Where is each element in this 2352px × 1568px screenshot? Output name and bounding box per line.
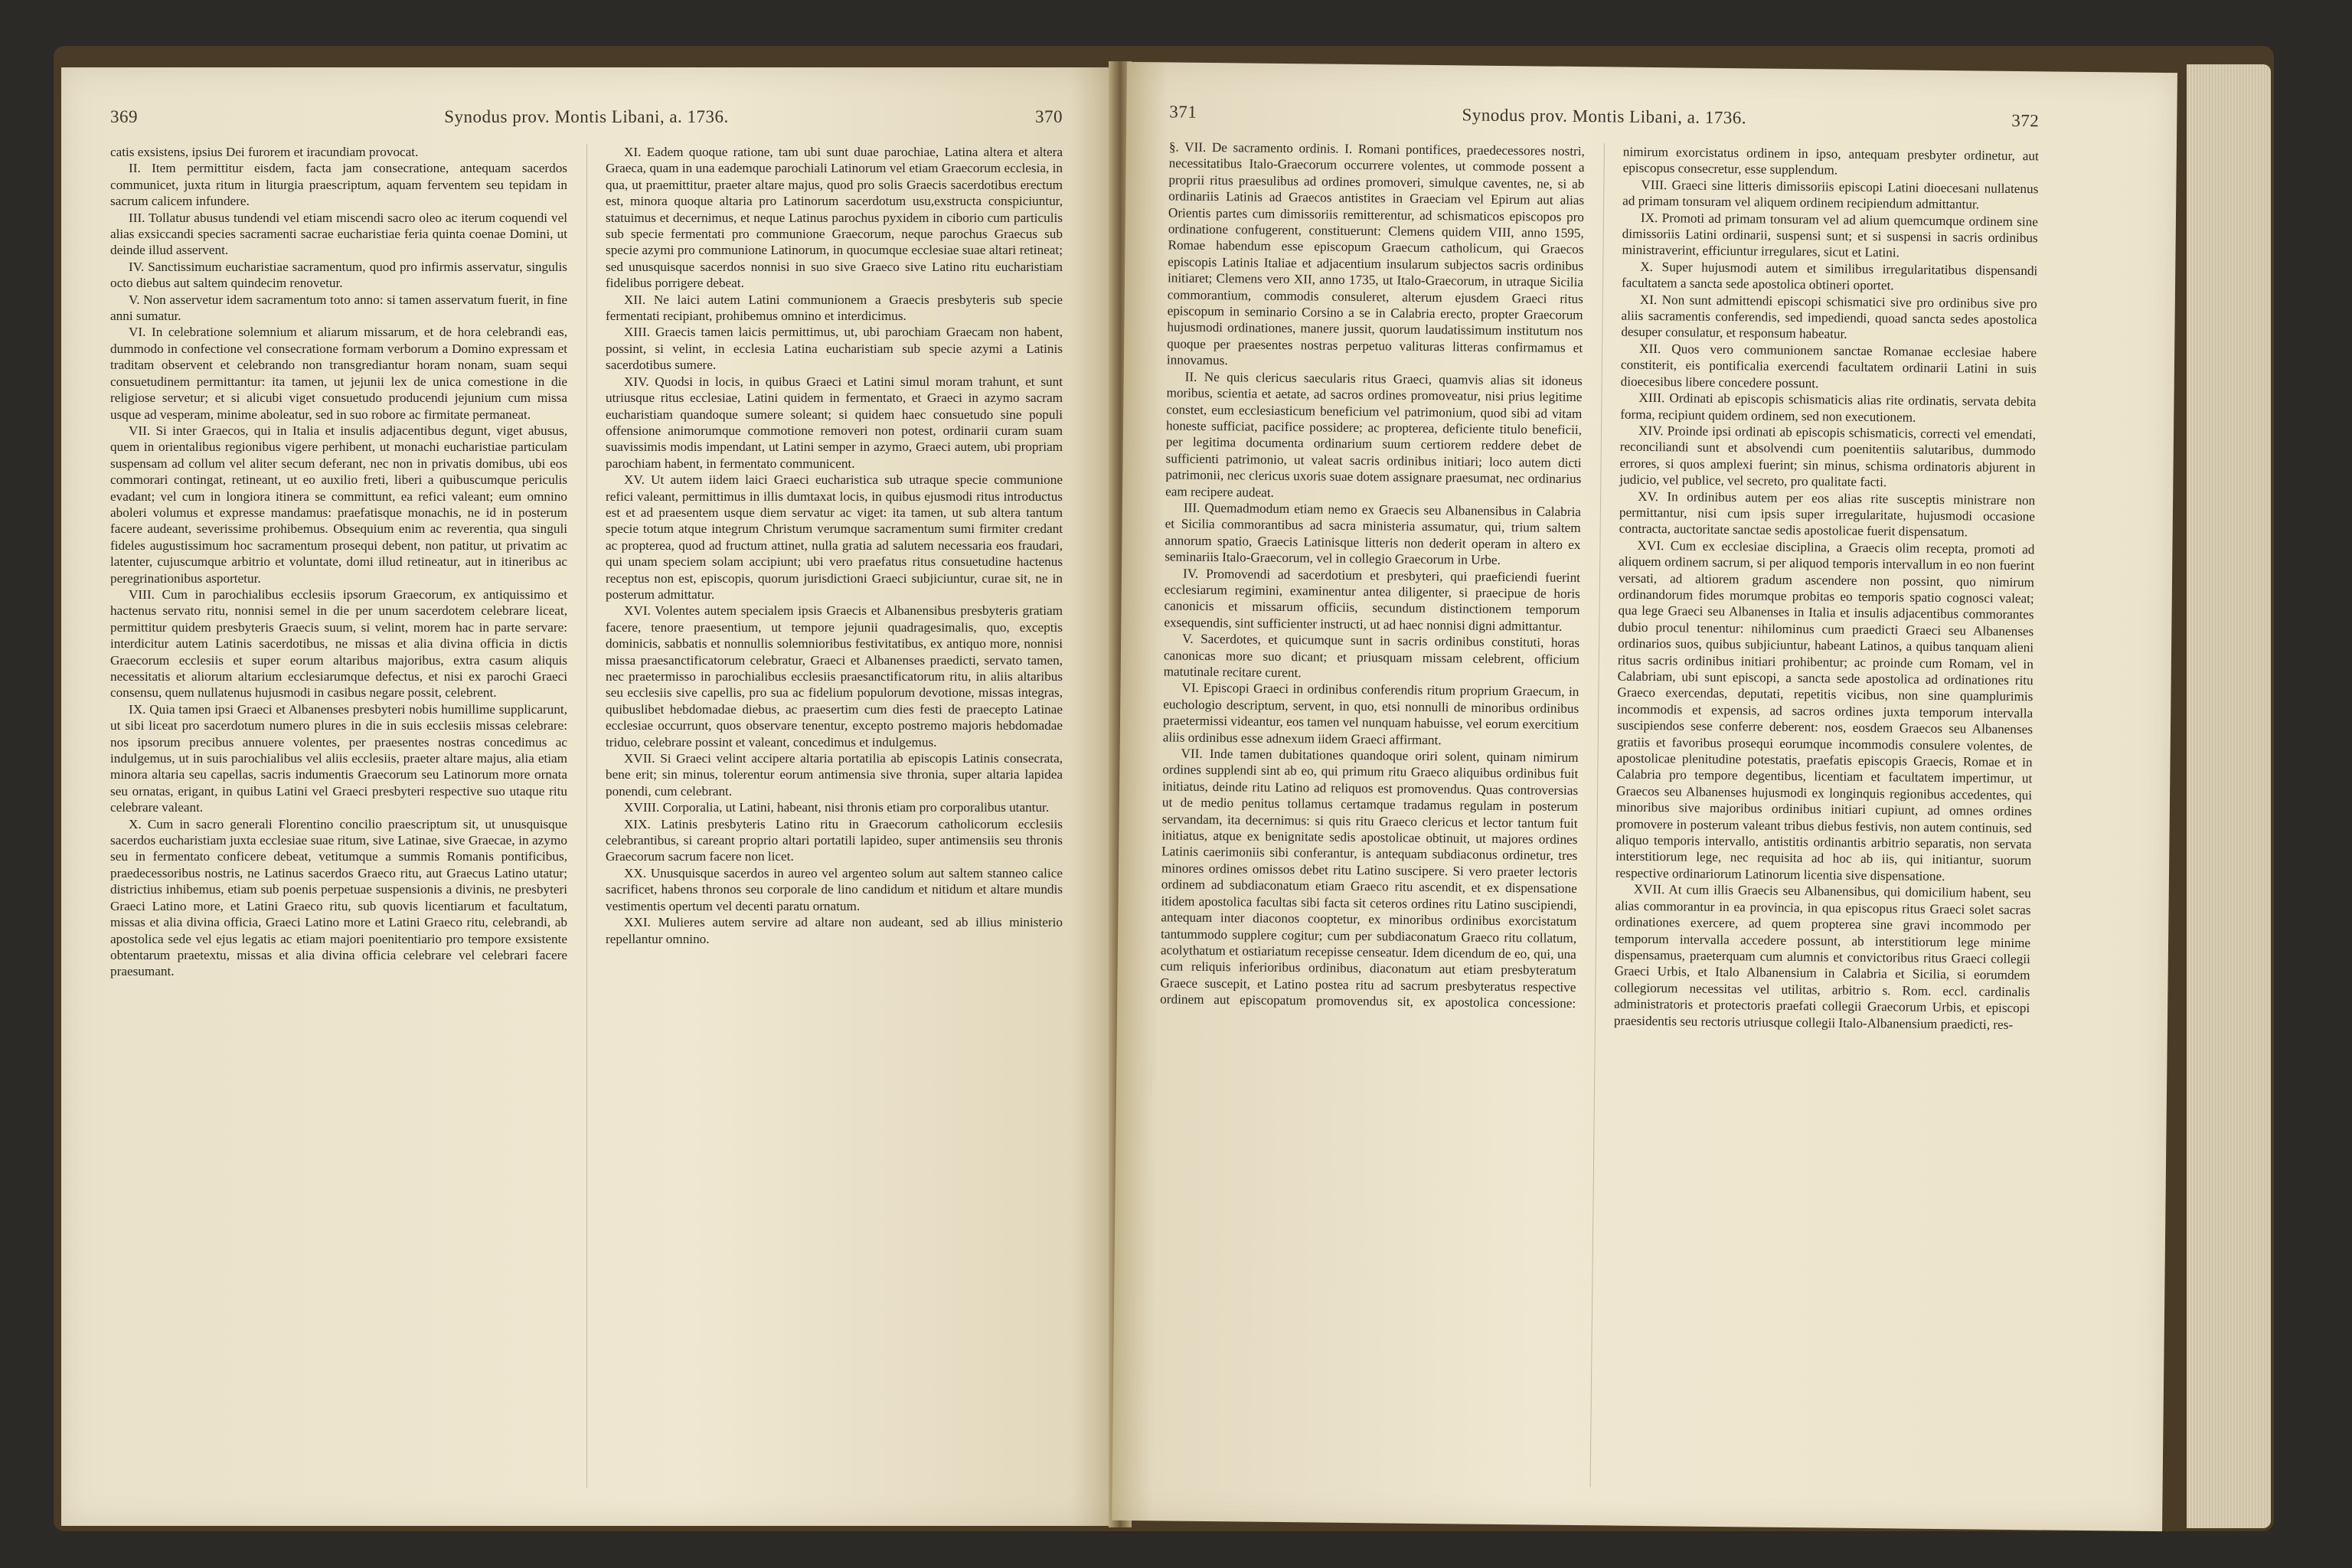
paragraph: XV. In ordinibus autem per eos alias rite susceptis ministrare non permittantur, nisi cum ipsis super irregularitate, hujusmodi occasione contracta, auctoritate sanctae sedis apostolicae fuerit dispensatum. <box>1619 488 2036 540</box>
paragraph: VII. Si inter Graecos, qui in Italia et insulis adjacentibus degunt, viget abusus, quem in orientalibus regionibus vigere perhibent, ut monachi eucharistiae particulam suspensam ad collum vel aliter secum deferant, nec non in privatis domibus, ubi eos commorari contingat, retineant, ut eo auxilio freti, liberi a quibuscumque periculis evadant; vel cum in longiora itinera se committunt, ea refici valeant; eum omnino aboleri volumus et expresse mandamus: praefatisque monachis, ne id in posterum facere audeant, severissime prohibemus. Obsequium enim ac reverentia, qua singuli fideles augustissimum hoc sacramentum prosequi debent, non patitur, ut privatim ac latenter, cujuscumque arbitrio et voluntate, domi illud retineatur, aut in itineribus ac peregrinationibus asportetur. <box>110 423 567 586</box>
running-title: Synodus prov. Montis Libani, a. 1736. <box>1462 105 1747 128</box>
paragraph: VII. Inde tamen dubitationes quandoque oriri solent, quinam nimirum ordines supplendi sint ab eo, qui primum ritu Graeco aliquibus ordinibus fuit initiatus, deinde ritu Latino ad reliquos est promovendus. Quas controversias ut de medio penitus tollamus certamque tradamus regulam in posterum servandam, ita decernimus: si quis ritu Graeco clericus et lector tantum fuit initiatus, atque ex benignitate sedis apostolicae obtinuit, ut majores ordines Latinis caerimoniis sibi conferantur, is antequam subdiaconus ordinetur, tres minores ordines omissos debet ritu Latino suscipere. Si vero praeter lectoris ordinem ad subdiaconatum etiam Graeco ritu ascendit, et ex dispensatione itidem apostolica facultas sibi facta sit ceteros ordines ritu Latino suscipiendi, antequam inter diaconos cooptetur, ex minoribus ordinibus exorcistatum tantummodo supplere cogitur; cum per subdiaconatum Graeco ritu collatum, acolythatum et ostiariatum recepisse censeatur. Idem dicendum de eo, qui, una cum reliquis inferioribus ordinibus, diaconatum aut etiam presbyteratum Graece suscepit, et Latino postea ritu ad sacrum presbyteratus respective ordinem aut episcopatum promovendus sit, ex apostolica concessione: nimirum exorcistatus ordinem in ipso, antequam presbyter ordinetur, aut episcopus consecretur, esse supplendum. <box>1160 144 2039 1011</box>
paragraph: XII. Ne laici autem Latini communionem a Graecis presbyteris sub specie fermentati recipiant, prohibemus omnino et interdicimus. <box>606 292 1063 324</box>
right-page <box>1112 62 2177 1531</box>
text-columns <box>1155 139 2039 1491</box>
open-book <box>54 46 2274 1531</box>
paragraph: IV. Promovendi ad sacerdotium et presbyteri, qui praeficiendi fuerint ecclesiarum regimini, examinentur antea diligenter, si praecipue de horis canonicis et missarum officiis, secundum distinctionem temporum exsequendis, sint sufficienter instructi, ut ad haec nonnisi digni admittantur. <box>1164 566 1581 634</box>
paragraph: X. Cum in sacro generali Florentino concilio praescriptum sit, ut unusquisque sacerdos eucharistiam juxta ecclesiae suae ritum, sive Latinae, sive Graecae, in azymo seu in fermentato conficere debeat, vetitumque a summis Romanis pontificibus, praedecessoribus nostris, ne Latinus sacerdos Graeco ritu, aut Graecus Latino utatur; districtius inhibemus, etiam sub poenis perpetuae suspensionis a divinis, ne presbyteri Graeci Latino more, et Latini Graeco ritu, sub quovis licentiarum et facultatum, missas et alia divina officia, Graeci Latino more et Latini Graeco ritu, celebrandi, ab apostolica sede vel ejus legatis ac etiam majori poenitentiario pro tempore exsistente obtentarum praetextu, missas et alia divina officia celebrare vel celebrari facere praesumant. <box>110 816 567 979</box>
paragraph: XIII. Ordinati ab episcopis schismaticis alias rite ordinatis, servata debita forma, recipiunt quidem ordinem, sed non executionem. <box>1620 390 2037 425</box>
paragraph: XV. Ut autem iidem laici Graeci eucharistica sub utraque specie communione refici valeant, permittimus in illis dumtaxat locis, in quibus ejusmodi ritus introductus est et ad praesentem usque diem servatur ac viget: ita tamen, ut sub altera tantum specie totum atque integrum Christum verumque sacramentum sumi firmiter credant ac propterea, quod ad fructum attinet, nulla gratia ad salutem necessaria eos fraudari, qui unam speciem solam accipiunt; ubi vero praefatus ritus consuetudine hactenus receptus non est, episcopis, quorum jurisdictioni Graeci subjiciuntur, curae sit, ne in posterum admittatur. <box>606 472 1063 602</box>
page-number: 372 <box>2011 110 2040 131</box>
running-title: Synodus prov. Montis Libani, a. 1736. <box>444 107 729 126</box>
paragraph: VIII. Graeci sine litteris dimissoriis episcopi Latini dioecesani nullatenus ad primam tonsuram vel aliquem ordinem recipiendum admittantur. <box>1622 177 2039 212</box>
paragraph: II. Item permittitur eisdem, facta jam consecratione, antequam sacerdos communicet, juxta ritum in liturgia praescriptum, aquam ferventem seu tepidam in sacrum calicem infundere. <box>110 161 567 209</box>
paragraph: XIX. Latinis presbyteris Latino ritu in Graecorum catholicorum ecclesiis celebrantibus, si careant proprio altari portatili lapideo, super antimensiis seu thronis Graecorum sacrum facere non licet. <box>606 816 1063 864</box>
paragraph: XII. Quos vero communionem sanctae Romanae ecclesiae habere constiterit, eis pontificalia exercendi facultatem ordinarii Latini in suis dioecesibus libere concedere possunt. <box>1620 341 2037 390</box>
paragraph: XIII. Graecis tamen laicis permittimus, ut, ubi parochiam Graecam non habent, possint, si velint, in ecclesia Latina eucharistiam sub specie azymi a Latinis sacerdotibus sumere. <box>606 325 1063 373</box>
paragraph: XI. Eadem quoque ratione, tam ubi sunt duae parochiae, Latina altera et altera Graeca, quam in una eademque parochiali Latinorum vel etiam Graecorum ecclesia, in qua, ut praemittitur, praeter altare majus, quod pro solis Graecis sacerdotibus erectum est, minora quoque altaria pro Latinorum sacerdotum usu,exstructa conspiciuntur, statuimus et decernimus, et neque Latinus parochus pyxidem in ciborio cum particulis sub specie fermentati pro communione Graecorum, neque parochus Graecus sub specie azymi pro communione Latinorum, in quocumque ecclesiae suae altari retineat; sed unusquisque sacerdos nonnisi in suo sive Graeco sive Latino ritu eucharistiam fidelibus porrigere debeat. <box>606 145 1063 291</box>
paragraph: XVI. Cum ex ecclesiae disciplina, a Graecis olim recepta, promoti ad aliquem ordinem sacrum, si per aliquod temporis intervallum in eo non fuerint versati, ad altiorem gradum ascendere non possint, quo nimirum ordinandorum fides morumque probitas eo temporis spatio cognosci valeat; qua lege Graeci seu Albanenses in Italia et insulis adjacentibus commorantes dubio procul tenentur: nihilominus cum praedicti Graeci seu Albanenses ordinarios suos, quibus subjiciuntur, habeant Latinos, a quibus tanquam alieni ritus sacris ordinibus initiari prohibentur; ac proinde cum Romam, vel in Calabriam, ubi sunt episcopi, a sancta sede apostolica ad ordinationes ritu Graeco exercendas, deputati, repetitis vicibus, non sine quamplurimis incommodis et expensis, ad sacros ordines juxta temporum intervalla suscipiendos sese conferre deberent: nos, eosdem Graecos seu Albanenses gratiis et favoribus prosequi eorumque incommodis consulere volentes, de apostolicae plenitudine potestatis, praefatis episcopis Graecis, Romae et in Calabria pro tempore degentibus, licentiam et facultatem impertimur, ut Graecos seu Albanenses hujusmodi ex longinquis regionibus accedentes, qui minoribus sive majoribus ordinibus initiari cupiunt, ad omnes ordines promovere in posterum valeant tribus diebus festivis, non autem continuis, sed aliquo temporis intervallo, antistitis ordinantis arbitrio separatis, non servata interstitiorum lege, nec requisita ad hoc ab iis, qui initiantur, suorum respective ordinariorum Latinorum licentia sive dispensatione. <box>1615 537 2035 884</box>
paragraph: §. VII. De sacramento ordinis. I. Romani pontifices, praedecessores nostri, necessitatibus Italo-Graecorum occurrere volentes, ut commode possent a proprii ritus praesulibus ad ordines promoveri, simulque caventes, ne, si ab ordinariis Latinis ad Graecos antistites in Graeciam vel Epirum aut alias Orientis partes cum dimissoriis remitterentur, ad schismaticos episcopos pro ordinatione confugerent, constituerunt: Clemens quidem VIII, anno 1595, Romae habendum esse episcopum Graecum catholicum, qui Graecos episcopis Latinis Italiae et adjacentium insularum subjectos sacris ordinibus initiaret; Clemens vero XII, anno 1735, ut Italo-Graecorum, in utraque Sicilia commorantium, commodis consuleret, alterum ejusdem Graeci ritus episcopum in seminario Corsino a se in Calabria erecto, propter Graecorum hujusmodi ordinationes, manere jussit, quorum laudatissimum institutum nos quoque per praesentes nostras perpetuo valituras litteras confirmamus et innovamus. <box>1166 139 1585 368</box>
paragraph: XVII. Si Graeci velint accipere altaria portatilia ab episcopis Latinis consecrata, bene erit; sin minus, tolerentur eorum antimensia sive thronia, super altaria lapidea ponendi, cum celebrant. <box>606 751 1063 799</box>
paragraph: XIV. Proinde ipsi ordinati ab episcopis schismaticis, correcti vel emendati, reconciliandi sunt et absolvendi cum poenitentiis salutaribus, dummodo errores, si quos amplexi fuerint; sin minus, schisma ordinatoris abjurent in judicio, vel publice, vel secreto, pro qualitate facti. <box>1619 423 2037 490</box>
paragraph: III. Tollatur abusus tundendi vel etiam miscendi sacro oleo ac iterum coquendi vel alias exsiccandi species sacramenti sacrae eucharistiae feria quinta coenae Domini, ut deinde illud asservent. <box>110 210 567 258</box>
paragraph: IV. Sanctissimum eucharistiae sacramentum, quod pro infirmis asservatur, singulis octo diebus aut saltem quindecim renovetur. <box>110 259 567 291</box>
paragraph: III. Quemadmodum etiam nemo ex Graecis seu Albanensibus in Calabria et Sicilia commorantibus ad sacra ministeria assumatur, qui, trium saltem annorum spatio, Graecis Latinisque litteris non dederit operam in altero ex seminariis Italo-Graecorum, vel in collegio Graecorum in Urbe. <box>1165 500 1582 568</box>
page-number: 369 <box>110 107 138 126</box>
paragraph: XIV. Quodsi in locis, in quibus Graeci et Latini simul moram trahunt, et sunt utriusque ritus ecclesiae, Latini quidem in fermentato, et Graeci in azymo sacram eucharistiam quandoque sumere soleant; si quidem haec consuetudo sine populi offensione animorumque commotione removeri non potest, ordinarii curam suam suavissimis modis impendant, ut Latini semper in azymo, Graeci autem, ubi propriam parochiam habent, in fermentato communicent. <box>606 374 1063 471</box>
page-header <box>110 107 1063 135</box>
paragraph: VIII. Cum in parochialibus ecclesiis ipsorum Graecorum, ex antiquissimo et hactenus servato ritu, nonnisi semel in die per unum sacerdotem celebrare liceat, permittitur quidem presbyteris Graecis suum, si velint, morem hac in parte servare: interdicitur autem Latinis sacerdotibus, ne missas et alia divina officia in dictis Graecorum ecclesiis et super eorum altaribus majoribus, extra casum aliquis necessitatis et aliorum altarium ecclesiarumque defectus, et nisi ex parochi Graeci consensu, quem nullatenus hujusmodi in casibus negare possit, celebrent. <box>110 586 567 701</box>
paragraph: XVII. At cum illis Graecis seu Albanensibus, qui domicilium habent, seu alias commorantur in ea provincia, in qua episcopus ritus Graeci solet sacras ordinationes exercere, ad quem propterea sine gravi incommodo per temporum intervalla accedere possunt, ab interstitiorum lege minime dispensamus, praeterquam cum alumnis et convictoribus ritus Graeci collegii Graeci Urbis, et Italo Albanensium in Calabria et Sicilia, si eorumdem collegiorum necessitas vel utilitas, arbitrio s. Rom. eccl. cardinalis administratoris et protectoris praefati collegii Graecorum Urbis, et episcopi praesidentis seu rectoris utriusque collegii Italo-Albanensium praedicti, res- <box>1613 882 2031 1032</box>
paragraph: XVI. Volentes autem specialem ipsis Graecis et Albanensibus presbyteris gratiam facere, tenore praesentium, ut tempore jejunii quadragesimalis, quo, exceptis dominicis, sabbatis et nonnullis solemnioribus festivitatibus, ex antiquo more, nonnisi missa praesanctificatorum celebratur, Graeci et Albanenses praedicti, servato tamen, nec praetermisso in parochialibus ecclesiis praesanctificatorum ritu, in aliis altaribus seu ecclesiis sive capellis, pro sua ac fidelium populorum devotione, missas integras, quibuslibet hebdomadae diebus, ac praesertim cum dies festi de praecepto Latinae ecclesiae occurrunt, quos observare tenentur, excepto postremo majoris hebdomadae triduo, celebrare possint et valeant, concedimus et indulgemus. <box>606 603 1063 750</box>
paragraph: V. Non asservetur idem sacramentum toto anno: si tamen asservatum fuerit, in fine anni sumatur. <box>110 292 567 324</box>
left-page <box>61 67 1112 1526</box>
page-number: 370 <box>1035 107 1063 126</box>
paragraph: V. Sacerdotes, et quicumque sunt in sacris ordinibus constituti, horas canonicas more suo dicant; et priusquam missam celebrent, officium matutinale recitare curent. <box>1163 631 1580 681</box>
paragraph: VI. In celebratione solemnium et aliarum missarum, et de hora celebrandi eas, dummodo in confectione vel consecratione formam verborum a Domino expressam et traditam observent et celebrando non transgrediantur horam nonam, suam sequi consuetudinem permittantur: ita tamen, ut jejunii lex de unica comestione in die religiose servetur; et si alicubi viget consuetudo producendi jejunium cum missa usque ad vesperam, minime aboleatur, sed in suo robore ac firmitate permaneat. <box>110 325 567 422</box>
paragraph: XX. Unusquisque sacerdos in aureo vel argenteo solum aut saltem stanneo calice sacrificet, habens thronos seu corporale de lino candidum et nitidum et altare mundis vestimentis opertum vel decenti paratu ornatum. <box>606 865 1063 913</box>
paragraph: VI. Episcopi Graeci in ordinibus conferendis ritum proprium Graecum, in euchologio descriptum, servent, in quo, etsi nonnulli de minoribus ordinibus praetermissi videantur, eos tamen vel nunquam habuisse, vel eorum exercitium aliis ordinibus esse adnexum iidem Graeci affirmant. <box>1162 681 1579 747</box>
paragraph: catis exsistens, ipsius Dei furorem et iracundiam provocat. <box>110 145 419 159</box>
paragraph: II. Ne quis clericus saecularis ritus Graeci, quamvis alias sit idoneus moribus, scientia et aetate, ad sacros ordines promoveatur, nisi prius legitime constet, eum ecclesiasticum beneficium vel patrimonium, quod sibi ad vitam honeste sufficiat, pacifice possidere; ac propterea, deficiente titulo beneficii, per legitima documenta ordinarium suum certiorem reddere debet de sufficienti patrimonio, ut valeat sacris ordinibus initiari; loco autem dicti patrimonii, nec clericus uxoris suae dotem assignare praesumat, nec ordinarius eam recipere audeat. <box>1165 369 1583 500</box>
paragraph: X. Super hujusmodi autem et similibus irregularitatibus dispensandi facultatem a sancta sede apostolica obtineri oportet. <box>1621 259 2038 293</box>
text-columns <box>110 144 1063 1488</box>
paragraph: IX. Promoti ad primam tonsuram vel ad alium quemcumque ordinem sine dimissoriis Latini ordinarii, suspensi sunt; et si suspensi in sacris ordinibus ministraverint, efficiuntur irregulares, sicut et Latini. <box>1622 210 2039 260</box>
paragraph: IX. Quia tamen ipsi Graeci et Albanenses presbyteri nobis humillime supplicarunt, ut sibi liceat pro sacerdotum numero plures in die in suis ecclesiis missas celebrare: nos ipsorum precibus annuere volentes, per praesentes nostras concedimus ac indulgemus, ut in suis parochialibus vel aliis ecclesiis, praeter altare majus, alia etiam minora altaria seu capellas, sacris indumentis Graecorum seu Latinorum more ornata seu ornatas, erigant, in quibus Latini vel Graeci presbyteri respective suo utaque ritu celebrare valeant. <box>110 701 567 815</box>
paragraph: XVIII. Corporalia, ut Latini, habeant, nisi thronis etiam pro corporalibus utantur. <box>624 800 1050 815</box>
paragraph: XI. Non sunt admittendi episcopi schismatici sive pro ordinibus sive pro aliis sacramentis conferendis, sed impediendi, quoad sancta sedes apostolica desuper consulatur, et responsum habeatur. <box>1621 292 2037 342</box>
paragraph: XXI. Mulieres autem servire ad altare non audeant, sed ab illius ministerio repellantur omnino. <box>606 915 1063 946</box>
page-edges <box>2187 64 2271 1528</box>
page-header <box>1169 102 2039 139</box>
page-number: 371 <box>1169 102 1197 122</box>
